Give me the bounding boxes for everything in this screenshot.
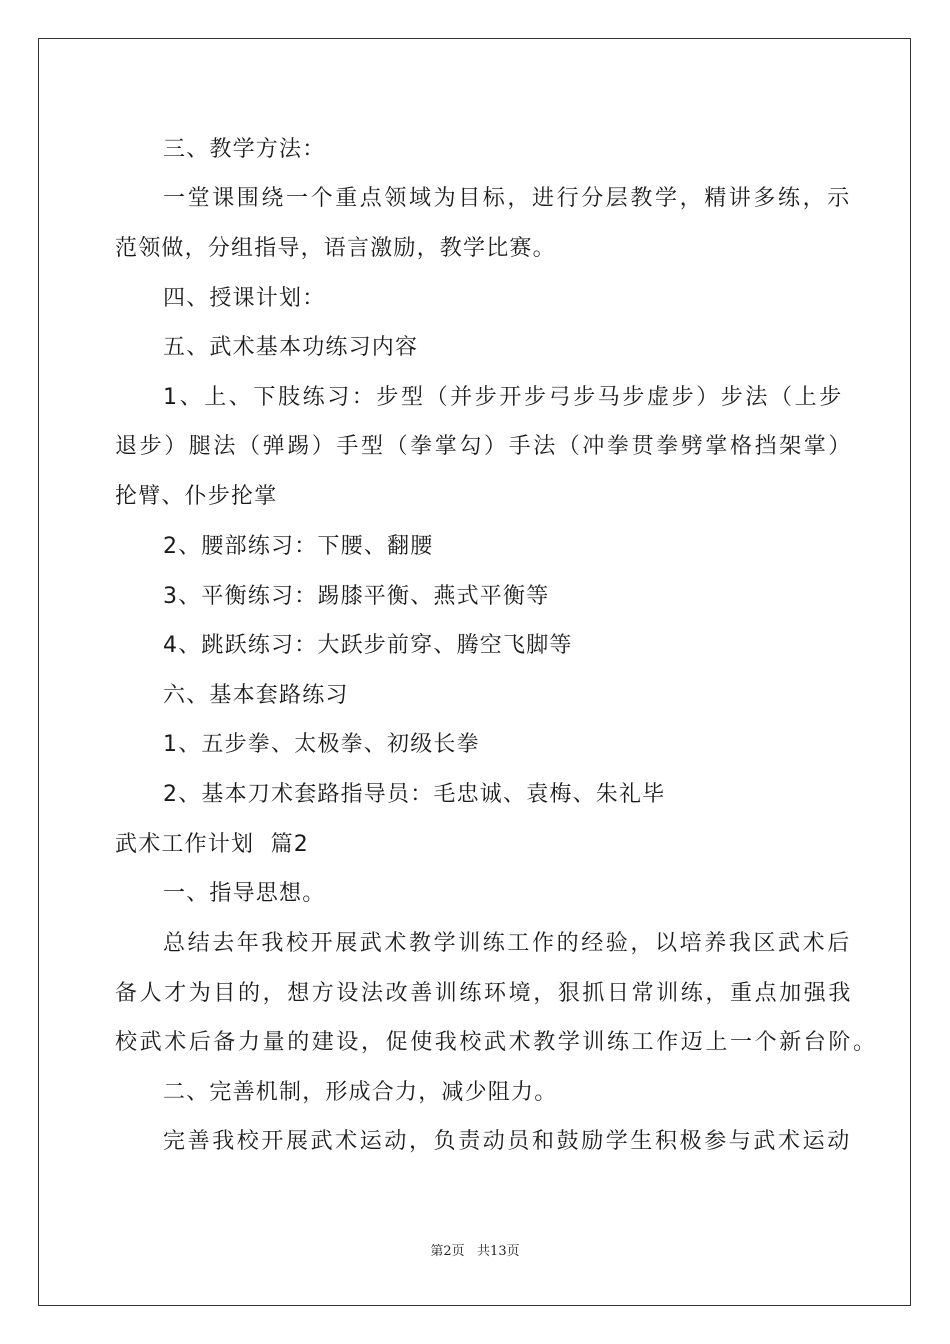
paragraph-line: 校武术后备力量的建设，促使我校武术教学训练工作迈上一个新台阶。 <box>115 1030 878 1055</box>
paragraph-line: 一堂课围绕一个重点领域为目标，进行分层教学，精讲多练，示 <box>163 186 852 211</box>
heading-basic-routines: 六、基本套路练习 <box>163 683 349 708</box>
heading-lesson-plan: 四、授课计划： <box>163 286 326 311</box>
paragraph-line: 总结去年我校开展武术教学训练工作的经验，以培养我区武术后 <box>163 931 852 956</box>
list-item: 3、平衡练习：踢膝平衡、燕式平衡等 <box>163 584 550 609</box>
heading-mechanism: 二、完善机制，形成合力，减少阻力。 <box>163 1080 558 1105</box>
paragraph-line: 完善我校开展武术运动，负责动员和鼓励学生积极参与武术运动 <box>163 1129 852 1154</box>
list-item: 4、跳跃练习：大跃步前穿、腾空飞脚等 <box>163 633 573 658</box>
paragraph-line: 备人才为目的，想方设法改善训练环境，狠抓日常训练，重点加强我 <box>115 981 854 1006</box>
paragraph-line: 退步）腿法（弹踢）手型（拳掌勾）手法（冲拳贯拳劈掌格挡架掌） <box>115 434 854 459</box>
list-item: 2、腰部练习：下腰、翻腰 <box>163 534 434 559</box>
list-item: 1、五步拳、太极拳、初级长拳 <box>163 732 480 757</box>
paragraph-line: 范领做，分组指导，语言激励，教学比赛。 <box>115 236 556 261</box>
page-number-footer: 第2页 共13页 <box>430 1244 520 1259</box>
section-title: 武术工作计划 篇2 <box>115 832 309 857</box>
heading-basic-skills: 五、武术基本功练习内容 <box>163 335 419 360</box>
heading-guiding-thought: 一、指导思想。 <box>163 881 326 906</box>
page-border <box>38 38 911 1306</box>
heading-teaching-method: 三、教学方法： <box>163 137 326 162</box>
list-item: 1、上、下肢练习：步型（并步开步弓步马步虚步）步法（上步 <box>163 385 844 410</box>
list-item: 2、基本刀术套路指导员：毛忠诚、袁梅、朱礼毕 <box>163 782 666 807</box>
paragraph-line: 抡臂、仆步抡掌 <box>115 484 278 509</box>
